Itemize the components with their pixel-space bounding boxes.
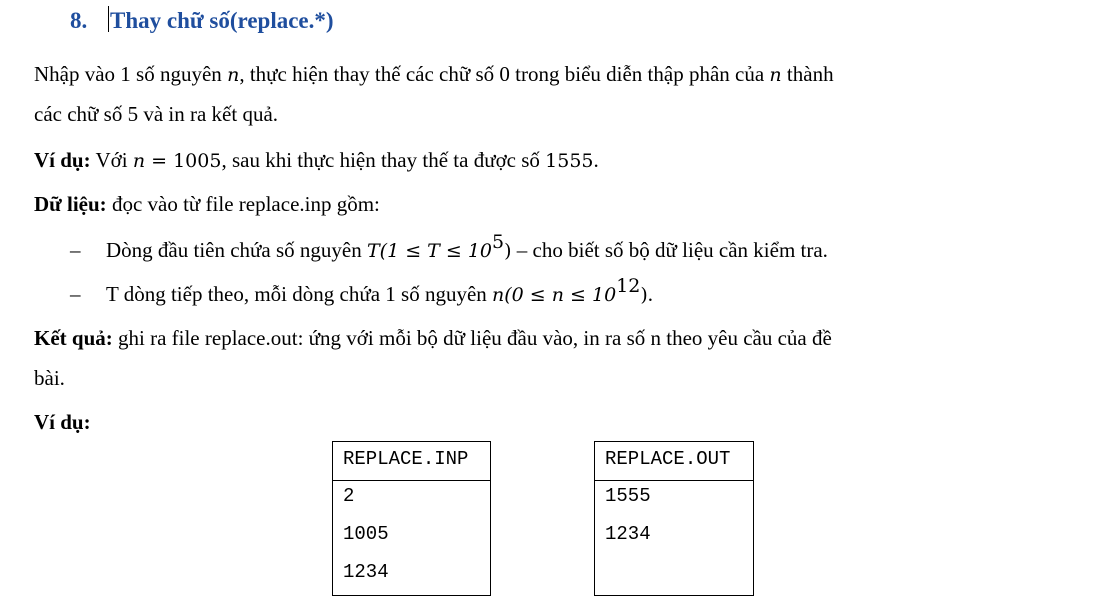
example-text: . <box>593 148 599 172</box>
table-row: 1555 <box>605 485 651 507</box>
input-table-body <box>333 481 491 596</box>
data-label: Dữ liệu: <box>34 192 107 216</box>
heading-number: 8. <box>70 8 88 33</box>
intro-text: , thực hiện thay thế các chữ số 0 trong biểu diễn thập phân của <box>239 62 770 86</box>
var-n: n <box>769 64 782 86</box>
intro-line-2: các chữ số 5 và in ra kết quả. <box>34 102 279 126</box>
bullet-text: Dòng đầu tiên chứa số nguyên <box>106 238 367 262</box>
output-example-table <box>594 441 754 596</box>
bullet-2 <box>70 275 654 309</box>
bullet-dash: – <box>70 238 81 262</box>
output-table-header: REPLACE.OUT <box>595 442 754 481</box>
bullet-text: – cho biết số bộ dữ liệu cần kiểm tra. <box>511 238 828 262</box>
bullet-dash: – <box>70 282 81 306</box>
text-cursor <box>108 6 109 32</box>
data-line <box>34 190 380 218</box>
output-table-body <box>595 481 754 596</box>
bullet-text: . <box>647 282 654 306</box>
result-text: ghi ra file replace.out: ứng với mỗi bộ dữ liệu đầu vào, in ra số n theo yêu cầu của đề <box>112 326 832 350</box>
bullet-text: T dòng tiếp theo, mỗi dòng chứa 1 số nguyên <box>106 282 493 306</box>
math-expression: T(1 ≤ T ≤ 10 <box>367 240 493 262</box>
var-n: n <box>227 64 240 86</box>
input-example-table <box>332 441 491 596</box>
result-label: Kết quả: <box>34 326 113 350</box>
input-table-header: REPLACE.INP <box>333 442 491 481</box>
math-expression: ) <box>640 284 648 306</box>
table-row: 2 <box>343 485 355 507</box>
math-exponent: 5 <box>492 231 505 253</box>
example-equation: = 1005 <box>145 150 222 172</box>
result-line-2: bài. <box>34 366 65 390</box>
example-result: 1555 <box>545 150 594 172</box>
result-line-1 <box>34 324 832 352</box>
example-line <box>34 146 599 175</box>
intro-text: Nhập vào 1 số nguyên <box>34 62 228 86</box>
intro-text: thành <box>781 62 834 86</box>
intro-line-1 <box>34 60 834 89</box>
math-expression: n(0 ≤ n ≤ 10 <box>492 284 617 306</box>
math-expression: ) <box>504 240 512 262</box>
data-text: đọc vào từ file replace.inp gồm: <box>106 192 380 216</box>
var-n: n <box>132 150 146 172</box>
example-label: Ví dụ: <box>34 148 91 172</box>
section-heading <box>70 6 334 34</box>
example-text: Với <box>90 148 133 172</box>
bullet-1 <box>70 231 828 265</box>
math-exponent: 12 <box>616 275 641 297</box>
table-row: 1005 <box>343 523 389 545</box>
example-text: , sau khi thực hiện thay thế ta được số <box>221 148 546 172</box>
heading-title: Thay chữ số(replace.*) <box>110 8 334 33</box>
table-row: 1234 <box>605 523 651 545</box>
table-row: 1234 <box>343 561 389 583</box>
example2-label: Ví dụ: <box>34 410 91 434</box>
